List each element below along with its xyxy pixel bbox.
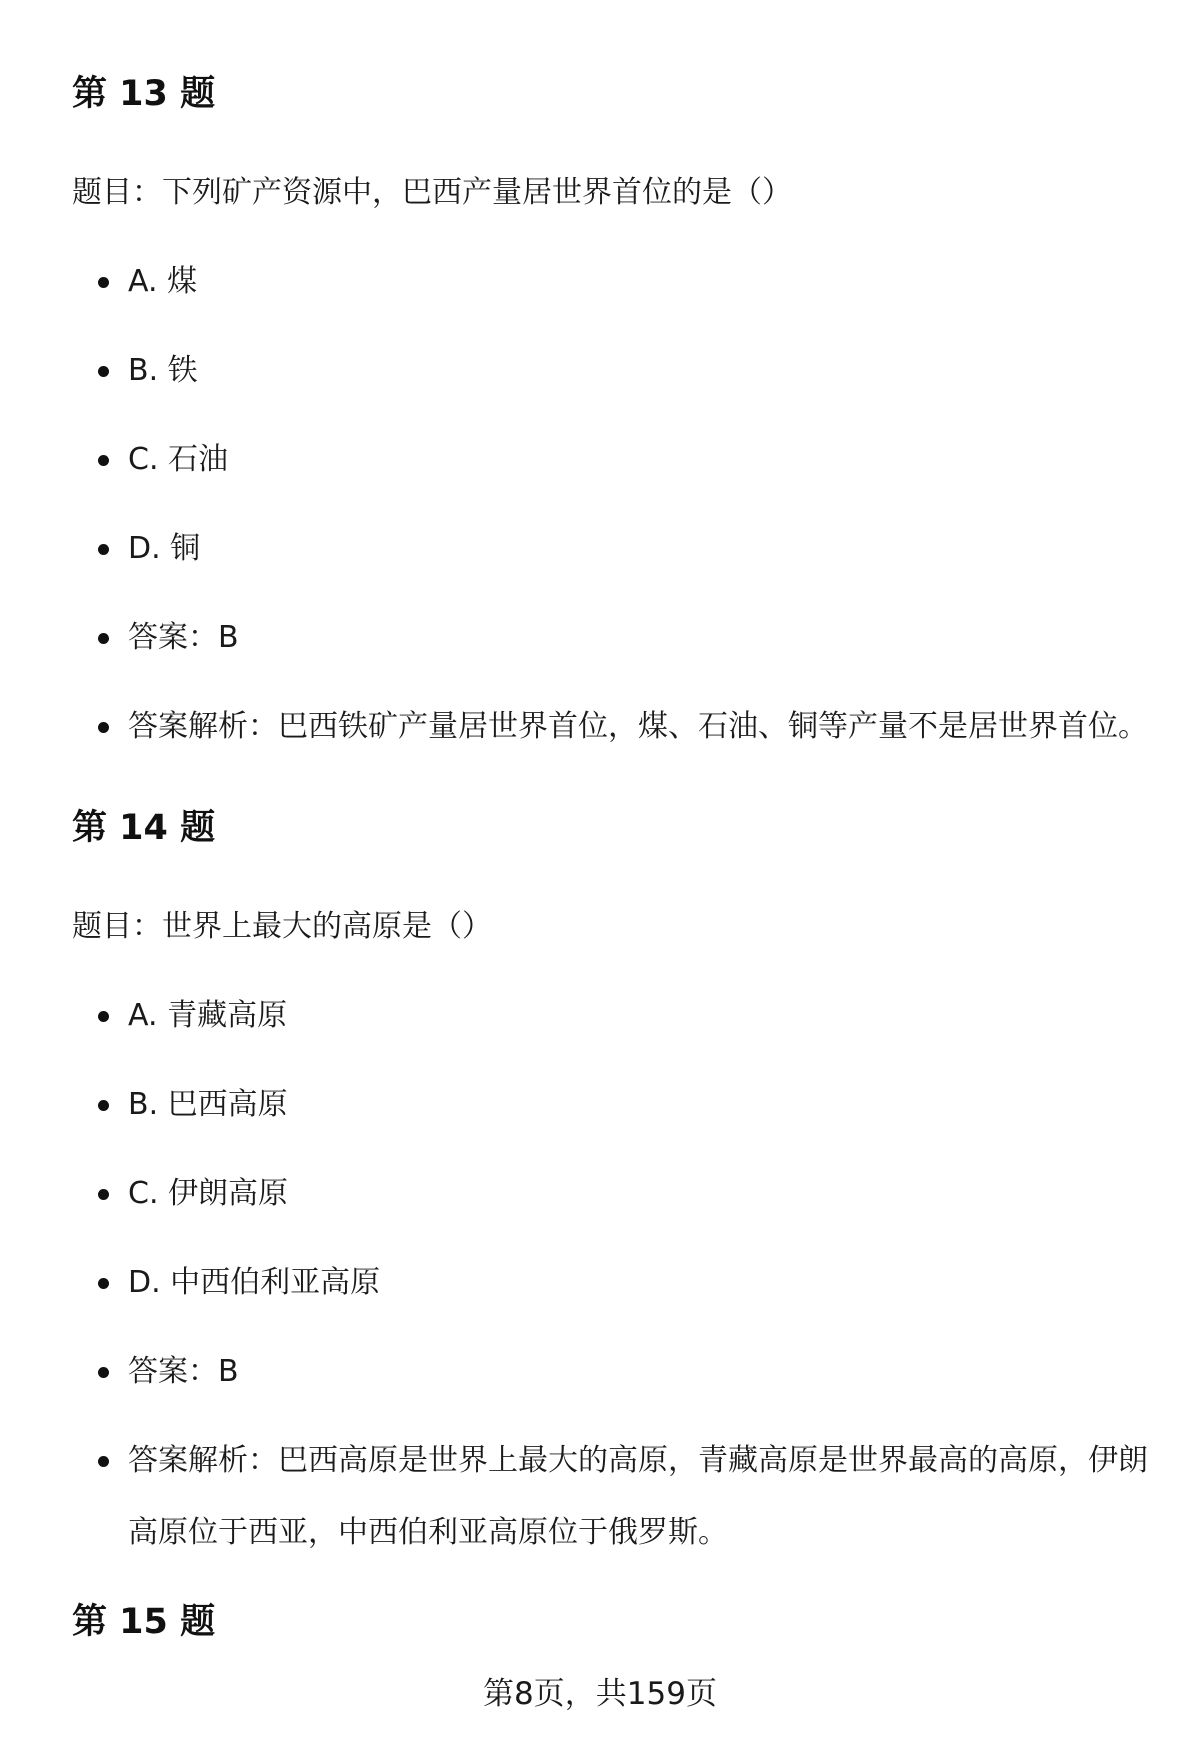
option-c (128, 424, 1148, 496)
option-label: C. 伊朗高原 (128, 1176, 289, 1211)
bullet-icon (98, 277, 109, 288)
question-15-title: 第 15 题 (72, 1602, 216, 1642)
option-a (128, 246, 1148, 318)
answer-analysis (128, 1425, 1148, 1569)
analysis-text: 答案解析：巴西铁矿产量居世界首位，煤、石油、铜等产量不是居世界首位。 (128, 709, 1148, 744)
question-13-title: 第 13 题 (72, 74, 216, 114)
bullet-icon (98, 633, 109, 644)
question-14-title: 第 14 题 (72, 808, 216, 848)
option-b (128, 335, 1148, 407)
question-14-stem: 题目：世界上最大的高原是（） (72, 909, 492, 944)
option-label: A. 煤 (128, 264, 198, 299)
option-label: D. 铜 (128, 531, 201, 566)
option-a (128, 980, 1148, 1052)
bullet-icon (98, 722, 109, 733)
bullet-icon (98, 1189, 109, 1200)
bullet-icon (98, 455, 109, 466)
option-label: C. 石油 (128, 442, 229, 477)
bullet-icon (98, 366, 109, 377)
option-label: A. 青藏高原 (128, 998, 288, 1033)
page-indicator: 第8页，共159页 (483, 1676, 717, 1712)
bullet-icon (98, 1278, 109, 1289)
bullet-icon (98, 1367, 109, 1378)
answer-text: 答案：B (128, 620, 239, 655)
bullet-icon (98, 1456, 109, 1467)
analysis-text: 答案解析：巴西高原是世界上最大的高原，青藏高原是世界最高的高原，伊朗高原位于西亚，中西伯利亚高原位于俄罗斯。 (128, 1443, 1148, 1550)
option-d (128, 1247, 1148, 1319)
bullet-icon (98, 544, 109, 555)
bullet-icon (98, 1011, 109, 1022)
option-label: D. 中西伯利亚高原 (128, 1265, 381, 1300)
option-b (128, 1069, 1148, 1141)
option-label: B. 巴西高原 (128, 1087, 288, 1122)
option-c (128, 1158, 1148, 1230)
answer-analysis (128, 691, 1148, 763)
question-13-stem: 题目：下列矿产资源中，巴西产量居世界首位的是（） (72, 175, 792, 210)
answer (128, 1336, 1148, 1408)
answer (128, 602, 1148, 674)
option-label: B. 铁 (128, 353, 198, 388)
answer-text: 答案：B (128, 1354, 239, 1389)
option-d (128, 513, 1148, 585)
bullet-icon (98, 1100, 109, 1111)
